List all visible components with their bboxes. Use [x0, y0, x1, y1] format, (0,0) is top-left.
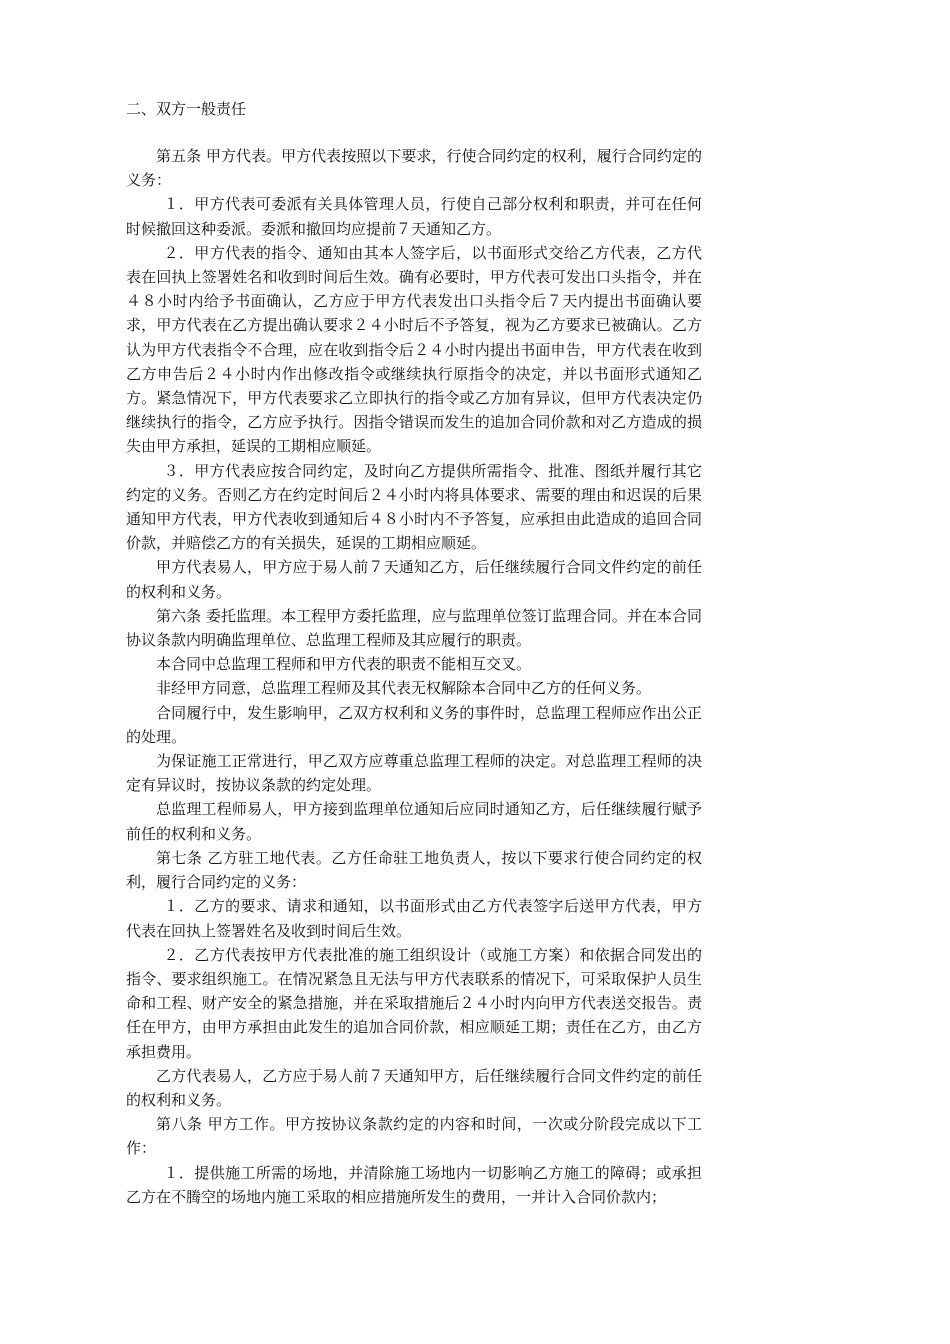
paragraph: 为保证施工正常进行，甲乙双方应尊重总监理工程师的决定。对总监理工程师的决定有异议时，按协议条款的约定处理。 [126, 752, 702, 795]
paragraph-article-7: 第七条 乙方驻工地代表。乙方任命驻工地负责人，按以下要求行使合同约定的权利，履行合同约定的义务： [126, 848, 702, 892]
paragraph: 甲方代表易人，甲方应于易人前７天通知乙方，后任继续履行合同文件约定的前任的权利和义务。 [126, 558, 702, 601]
paragraph-item: １．乙方的要求、请求和通知，以书面形式由乙方代表签字后送甲方代表，甲方代表在回执上签署姓名及收到时间后生效。 [126, 897, 702, 940]
paragraph: 乙方代表易人，乙方应于易人前７天通知甲方，后任继续履行合同文件约定的前任的权利和义务。 [126, 1066, 702, 1109]
paragraph-item: ２．乙方代表按甲方代表批准的施工组织设计（或施工方案）和依据合同发出的指令、要求组织施工。在情况紧急且无法与甲方代表联系的情况下，可采取保护人员生命和工程、财产安全的紧急措施，并在采取措施后２４小时内向甲方代表送交报告。责任在甲方，由甲方承担由此发生的追加合同价款，相应顺延工期；责任在乙方，由乙方承担费用。 [126, 945, 702, 1061]
paragraph: 本合同中总监理工程师和甲方代表的职责不能相互交叉。 [156, 655, 532, 674]
paragraph-article-8: 第八条 甲方工作。甲方按协议条款约定的内容和时间，一次或分阶段完成以下工作： [126, 1115, 702, 1158]
paragraph-item: ３．甲方代表应按合同约定，及时向乙方提供所需指令、批准、图纸并履行其它约定的义务。否则乙方在约定时间后２４小时内将具体要求、需要的理由和迟误的后果通知甲方代表，甲方代表收到通知后４８小时内不予答复，应承担由此造成的追回合同价款，并赔偿乙方的有关损失，延误的工期相应顺延。 [126, 461, 702, 553]
paragraph-item: １．提供施工所需的场地，并清除施工场地内一切影响乙方施工的障碍；或承担乙方在不腾空的场地内施工采取的相应措施所发生的费用，一并计入合同价款内； [126, 1163, 702, 1206]
paragraph-article-5: 第五条 甲方代表。甲方代表按照以下要求，行使合同约定的权利，履行合同约定的义务： [126, 147, 702, 190]
paragraph-item: １．甲方代表可委派有关具体管理人员，行使自己部分权利和职责，并可在任何时候撤回这种委派。委派和撤回均应提前７天通知乙方。 [126, 195, 702, 238]
section-title: 二、双方一般责任 [126, 100, 247, 118]
paragraph: 合同履行中，发生影响甲，乙双方权利和义务的事件时，总监理工程师应作出公正的处理。 [126, 703, 702, 746]
paragraph-article-6: 第六条 委托监理。本工程甲方委托监理，应与监理单位签订监理合同。并在本合同协议条款内明确监理单位、总监理工程师及其应履行的职责。 [126, 606, 702, 650]
paragraph: 非经甲方同意，总监理工程师及其代表无权解除本合同中乙方的任何义务。 [156, 679, 652, 698]
document-body [126, 144, 702, 1209]
paragraph: 总监理工程师易人，甲方接到监理单位通知后应同时通知乙方，后任继续履行赋予前任的权利和义务。 [126, 800, 702, 843]
paragraph-item: ２．甲方代表的指令、通知由其本人签字后，以书面形式交给乙方代表，乙方代表在回执上签署姓名和收到时间后生效。确有必要时，甲方代表可发出口头指令，并在４８小时内给予书面确认，乙方应于甲方代表发出口头指令后７天内提出书面确认要求，甲方代表在乙方提出确认要求２４小时后不予答复，视为乙方要求已被确认。乙方认为甲方代表指令不合理，应在收到指令后２４小时内提出书面申告，甲方代表在收到乙方申告后２４小时内作出修改指令或继续执行原指令的决定，并以书面形式通知乙方。紧急情况下，甲方代表要求乙立即执行的指令或乙方加有异议，但甲方代表决定仍继续执行的指令，乙方应予执行。因指令错误而发生的追加合同价款和对乙方造成的损失由甲方承担，延误的工期相应顺延。 [126, 243, 702, 456]
